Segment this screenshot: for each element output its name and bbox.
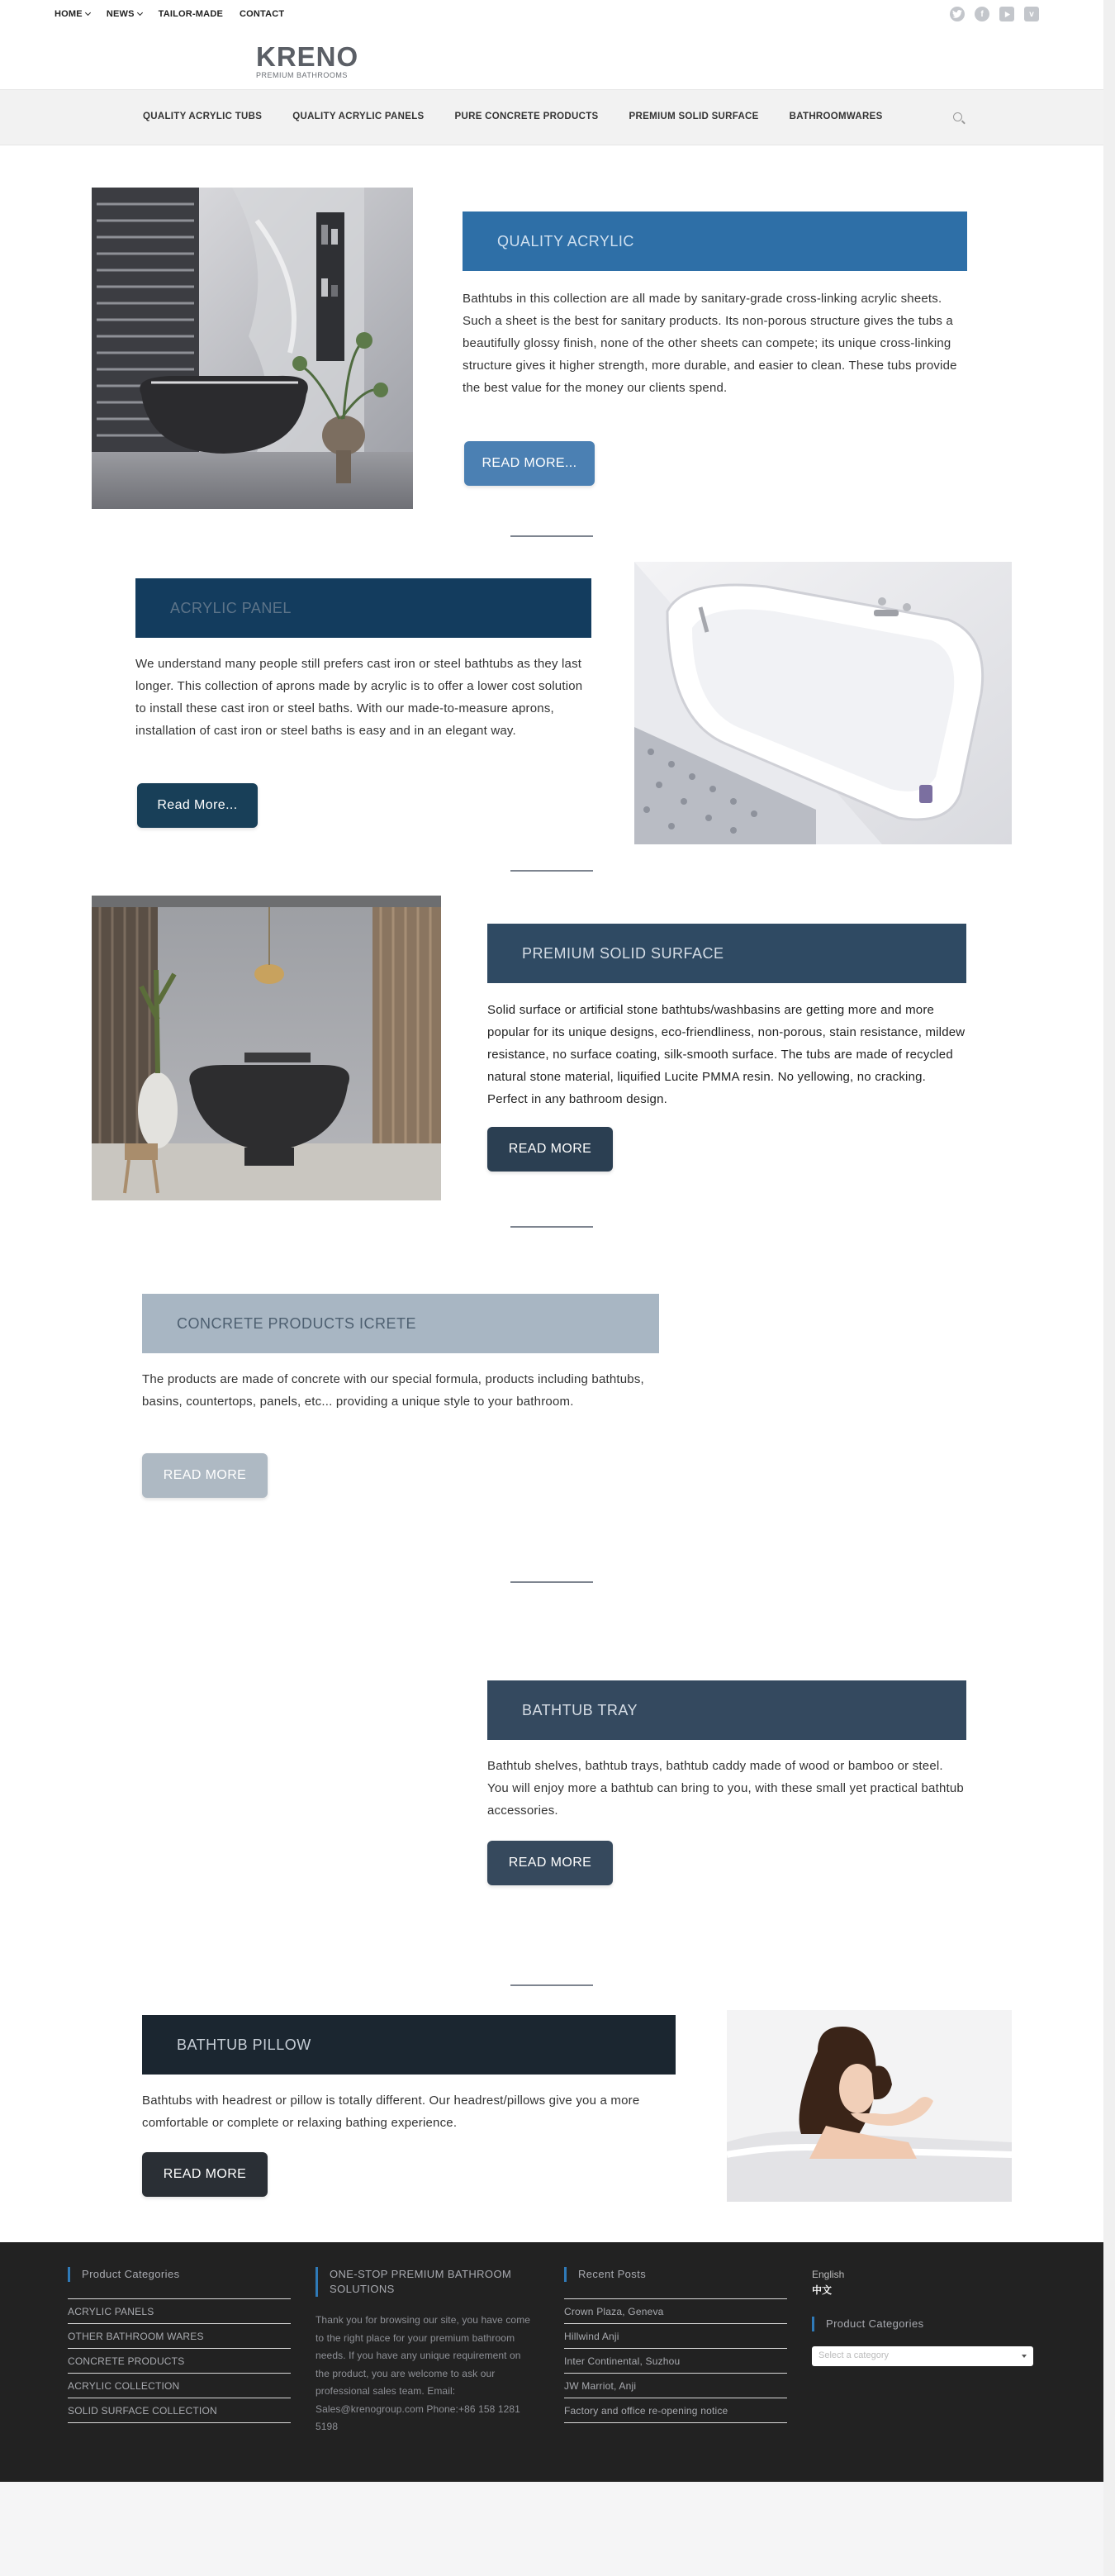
section-text-bathtub-pillow: Bathtubs with headrest or pillow is totally different. Our headrest/pillows give you a more comfortable or complete or relaxing bathing experience. xyxy=(142,2094,640,2130)
acrylic-tub-image[interactable] xyxy=(92,188,413,509)
twitter-icon[interactable] xyxy=(950,7,965,21)
section-divider xyxy=(510,1984,593,1986)
read-more-button-premium-solid-surface[interactable]: READ MORE xyxy=(487,1127,613,1172)
recent-post-link[interactable]: Crown Plaza, Geneva xyxy=(564,2298,787,2323)
read-more-button-quality-acrylic[interactable]: READ MORE... xyxy=(464,441,595,486)
footer-language-and-categories xyxy=(812,2267,1035,2366)
section-text-bathtub-tray: Bathtub shelves, bathtub trays, bathtub caddy made of wood or bamboo or steel. You will enjoy more a bathtub can bring to you, with these small yet practical bathtub accessories. xyxy=(487,1759,964,1818)
footer-link-other-bathroom-wares[interactable]: OTHER BATHROOM WARES xyxy=(68,2323,291,2348)
nav-news[interactable]: NEWS xyxy=(107,9,142,19)
recent-post-link[interactable]: Inter Continental, Suzhou xyxy=(564,2348,787,2373)
site-footer xyxy=(0,2242,1103,2482)
bathtub-pillow-image[interactable] xyxy=(727,2010,1012,2202)
facebook-icon[interactable]: f xyxy=(975,7,989,21)
top-bar xyxy=(0,0,1103,30)
section-text-quality-acrylic: Bathtubs in this collection are all made by sanitary-grade cross-linking acrylic sheets. Such a sheet is the best for sanitary products. Its non-porous structure gives the tubs a beautifully glossy finish, none of the other sheets can compete; its unique cross-linking structure gives it higher strength, more durable, and easier to clean. These tubs provide the best value for the money our clients spend. xyxy=(463,292,957,395)
recent-post-link[interactable]: Hillwind Anji xyxy=(564,2323,787,2348)
section-divider xyxy=(510,1581,593,1583)
read-more-button-acrylic-panel[interactable]: Read More... xyxy=(137,783,258,828)
footer-link-acrylic-panels[interactable]: ACRYLIC PANELS xyxy=(68,2298,291,2323)
chevron-down-icon xyxy=(137,10,143,16)
footer-link-concrete-products[interactable]: CONCRETE PRODUCTS xyxy=(68,2348,291,2373)
site-logo[interactable]: KRENO PREMIUM BATHROOMS xyxy=(256,41,359,79)
language-chinese[interactable]: 中文 xyxy=(812,2284,833,2296)
footer-heading: Product Categories xyxy=(68,2267,291,2282)
main-menu xyxy=(0,89,1103,145)
footer-link-acrylic-collection[interactable]: ACRYLIC COLLECTION xyxy=(68,2373,291,2398)
read-more-button-concrete-products[interactable]: READ MORE xyxy=(142,1453,268,1498)
nav-contact[interactable]: CONTACT xyxy=(240,9,285,19)
search-icon[interactable] xyxy=(953,112,962,121)
footer-product-categories xyxy=(68,2267,291,2423)
footer-heading: ONE-STOP PREMIUM BATHROOM SOLUTIONS xyxy=(316,2267,534,2297)
section-banner-premium-solid-surface: PREMIUM SOLID SURFACE xyxy=(487,924,966,983)
section-text-premium-solid-surface: Solid surface or artificial stone bathtubs/washbasins are getting more and more popular for its unique designs, eco-friendliness, non-porous, stain resistance, mildew resistance, no surface coating, silk-smooth surface. The tubs are made of recycled natural stone material, liquified Lucite PMMA resin. No yellowing, no cracking. Perfect in any bathroom design. xyxy=(487,1003,966,1106)
footer-recent-posts xyxy=(564,2267,787,2423)
language-english[interactable]: English xyxy=(812,2269,845,2280)
solid-surface-tub-image[interactable] xyxy=(92,896,441,1200)
section-banner-bathtub-tray: BATHTUB TRAY xyxy=(487,1680,966,1740)
nav-home[interactable]: HOME xyxy=(55,9,90,19)
menu-quality-acrylic-panels[interactable]: QUALITY ACRYLIC PANELS xyxy=(292,112,425,121)
section-divider xyxy=(510,870,593,872)
section-banner-quality-acrylic: QUALITY ACRYLIC xyxy=(463,211,967,271)
section-banner-concrete-products: CONCRETE PRODUCTS ICRETE xyxy=(142,1294,659,1353)
social-links xyxy=(950,7,1039,21)
menu-pure-concrete-products[interactable]: PURE CONCRETE PRODUCTS xyxy=(454,112,599,121)
youtube-icon[interactable] xyxy=(999,7,1014,21)
read-more-button-bathtub-pillow[interactable]: READ MORE xyxy=(142,2152,268,2197)
menu-bathroomwares[interactable]: BATHROOMWARES xyxy=(789,112,883,121)
section-divider xyxy=(510,1226,593,1228)
top-navigation xyxy=(55,9,284,19)
recent-post-link[interactable]: Factory and office re-opening notice xyxy=(564,2398,787,2423)
recent-post-link[interactable]: JW Marriot, Anji xyxy=(564,2373,787,2398)
footer-link-solid-surface-collection[interactable]: SOLID SURFACE COLLECTION xyxy=(68,2398,291,2423)
section-banner-bathtub-pillow: BATHTUB PILLOW xyxy=(142,2015,676,2075)
footer-about-text: Thank you for browsing our site, you have come to the right place for your premium bathroom needs. If you have any unique requirement on the product, you are welcome to ask our professional sales team. Email: Sales@krenogroup.com Phone:+86 158 1281 5198 xyxy=(316,2314,531,2432)
category-select[interactable]: Select a category xyxy=(812,2346,1033,2366)
menu-premium-solid-surface[interactable]: PREMIUM SOLID SURFACE xyxy=(629,112,759,121)
footer-about xyxy=(316,2267,534,2436)
section-text-acrylic-panel: We understand many people still prefers cast iron or steel bathtubs as they last longer. This collection of aprons made by acrylic is to offer a lower cost solution to install these cast iron or steel baths. With our made-to-measure aprons, installation of cast iron or steel baths is easy and in an elegant way. xyxy=(135,657,583,738)
vimeo-icon[interactable]: v xyxy=(1024,7,1039,21)
menu-quality-acrylic-tubs[interactable]: QUALITY ACRYLIC TUBS xyxy=(143,112,263,121)
acrylic-panel-image[interactable] xyxy=(634,562,1012,844)
section-banner-acrylic-panel: ACRYLIC PANEL xyxy=(135,578,591,638)
section-divider xyxy=(510,535,593,537)
page-bottom xyxy=(0,2482,1103,2576)
nav-tailor-made[interactable]: TAILOR-MADE xyxy=(158,9,223,19)
footer-heading: Recent Posts xyxy=(564,2267,787,2282)
footer-heading: Product Categories xyxy=(812,2317,1035,2331)
chevron-down-icon xyxy=(85,10,91,16)
section-text-concrete-products: The products are made of concrete with our special formula, products including bathtubs, basins, countertops, panels, etc... providing a unique style to your bathroom. xyxy=(142,1372,644,1409)
read-more-button-bathtub-tray[interactable]: READ MORE xyxy=(487,1841,613,1885)
page-scrollbar[interactable] xyxy=(1103,0,1115,2576)
